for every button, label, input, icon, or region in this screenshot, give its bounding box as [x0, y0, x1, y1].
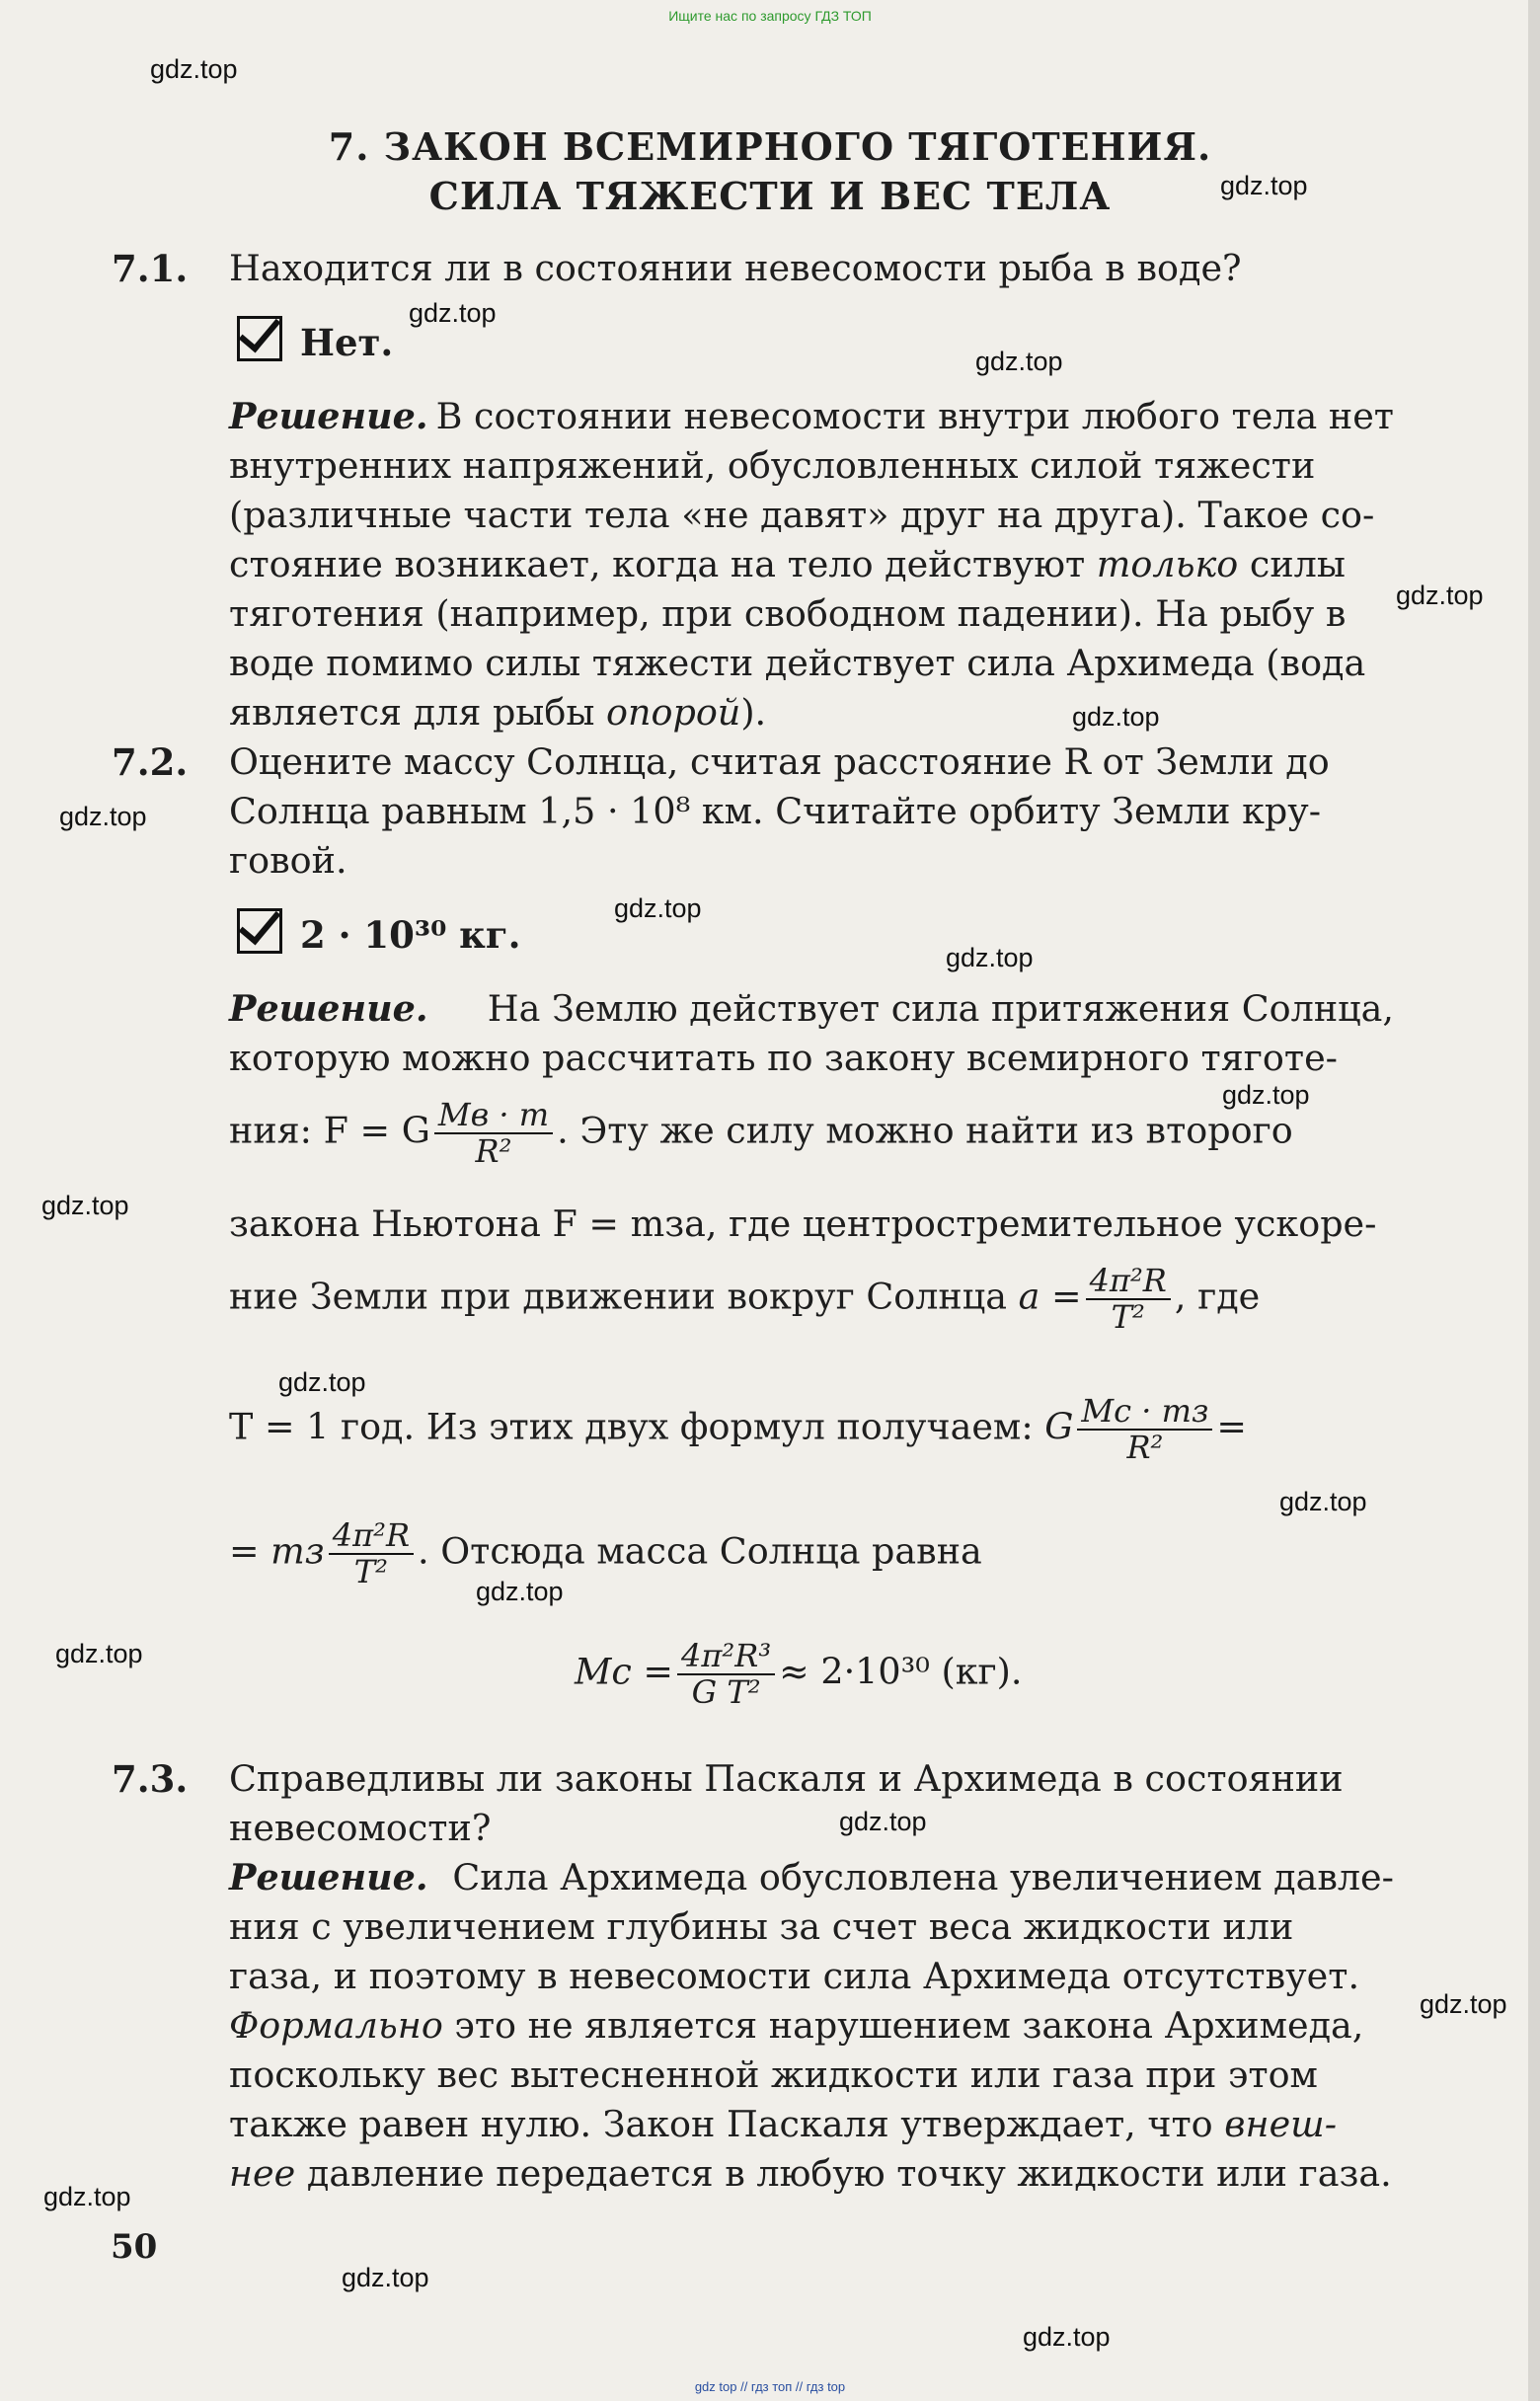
watermark: gdz.top [1220, 171, 1308, 200]
solution-7-2-result: Mс = $\frac{\text{4π²R³}}{\text{G T²}}$ ≈ 2·10³⁰ (кг). [575, 1637, 1023, 1712]
watermark: gdz.top [1222, 1080, 1310, 1110]
watermark: gdz.top [150, 54, 238, 84]
question-7-1: Находится ли в состоянии невесомости рыба в воде? [229, 247, 1242, 289]
watermark: gdz.top [476, 1577, 564, 1606]
page-edge-shadow [1528, 0, 1540, 2401]
question-7-2-line2: Солнца равным 1,5 · 10⁸ км. Считайте орбиту Земли кру- [229, 790, 1322, 832]
watermark: gdz.top [409, 298, 497, 328]
watermark: gdz.top [946, 943, 1034, 972]
solution-7-1-line1: Решение. В состоянии невесомости внутри любого тела нет [229, 395, 1394, 437]
watermark: gdz.top [1072, 702, 1160, 732]
solution-7-3-line3: газа, и поэтому в невесомости сила Архимеда отсутствует. [229, 1955, 1360, 1997]
formula-centripetal: $\frac{\text{4π²R}}{\text{T²}}$ [1086, 1264, 1171, 1335]
watermark: gdz.top [43, 2182, 131, 2211]
solution-7-1-line4: стояние возникает, когда на тело действуют только силы [229, 543, 1346, 585]
solution-7-2-line5: ние Земли при движении вокруг Солнца a = $\frac{\text{4π²R}}{\text{T²}}$ , где [229, 1262, 1261, 1337]
answer-7-1: Нет. [237, 316, 393, 364]
formula-sun-mass: $\frac{\text{4π²R³}}{\text{G T²}}$ [677, 1639, 775, 1710]
solution-7-3-line7: нее давление передается в любую точку жидкости или газа. [229, 2152, 1392, 2195]
watermark: gdz.top [59, 802, 147, 831]
question-7-3-line2: невесомости? [229, 1807, 492, 1849]
solution-7-1-line7: является для рыбы опорой). [229, 691, 767, 734]
top-banner: Ищите нас по запросу ГДЗ ТОП [668, 8, 872, 24]
watermark: gdz.top [614, 893, 702, 923]
solution-7-2-line4: закона Ньютона F = mзa, где центростремительное ускоре- [229, 1202, 1377, 1245]
formula-combined: $\frac{Mс \cdot mз}{\text{R²}}$ [1077, 1394, 1212, 1465]
question-7-2-line1: Оцените массу Солнца, считая расстояние R от Земли до [229, 740, 1330, 783]
problem-number-7-1: 7.1. [112, 247, 189, 290]
solution-7-2-line1: Решение. На Землю действует сила притяжения Солнца, [229, 987, 1394, 1030]
solution-7-3-line6: также равен нулю. Закон Паскаля утверждает, что внеш- [229, 2103, 1338, 2145]
watermark: gdz.top [41, 1191, 129, 1220]
bottom-banner: gdz top // гдз топ // гдз top [694, 2379, 846, 2394]
watermark: gdz.top [278, 1367, 366, 1397]
solution-7-3-line1: Решение. Сила Архимеда обусловлена увеличением давле- [229, 1856, 1394, 1898]
question-7-3-line1: Справедливы ли законы Паскаля и Архимеда в состоянии [229, 1757, 1344, 1800]
problem-number-7-2: 7.2. [112, 740, 189, 784]
page-number: 50 [111, 2227, 158, 2267]
chapter-title-line2: СИЛА ТЯЖЕСТИ И ВЕС ТЕЛА [428, 174, 1112, 218]
answer-7-2: 2 · 10³⁰ кг. [237, 908, 520, 957]
watermark: gdz.top [1023, 2322, 1111, 2352]
solution-7-2-line7: = mз $\frac{\text{4π²R}}{\text{T²}}$ . Отсюда масса Солнца равна [229, 1516, 982, 1591]
solution-7-1-line3: (различные части тела «не давят» друг на друга). Такое со- [229, 494, 1375, 536]
watermark: gdz.top [342, 2263, 429, 2292]
solution-7-1-line5: тяготения (например, при свободном падении). На рыбу в [229, 592, 1347, 635]
chapter-title-line1: 7. ЗАКОН ВСЕМИРНОГО ТЯГОТЕНИЯ. [328, 124, 1212, 169]
problem-number-7-3: 7.3. [112, 1757, 189, 1801]
solution-7-3-line2: ния с увеличением глубины за счет веса жидкости или [229, 1905, 1294, 1948]
watermark: gdz.top [1420, 1989, 1507, 2019]
solution-7-3-line5: поскольку вес вытесненной жидкости или газа при этом [229, 2053, 1318, 2096]
solution-7-1-line6: воде помимо силы тяжести действует сила Архимеда (вода [229, 642, 1366, 684]
solution-7-3-line4: Формально это не является нарушением закона Архимеда, [229, 2004, 1364, 2047]
checkbox-icon [237, 316, 282, 361]
watermark: gdz.top [1396, 581, 1484, 610]
watermark: gdz.top [975, 347, 1063, 376]
watermark: gdz.top [1279, 1487, 1367, 1516]
solution-7-1-line2: внутренних напряжений, обусловленных силой тяжести [229, 444, 1316, 487]
question-7-2-line3: говой. [229, 839, 347, 882]
solution-7-2-line2: которую можно рассчитать по закону всемирного тяготе- [229, 1037, 1338, 1079]
checkbox-icon [237, 908, 282, 954]
solution-7-2-line3: ния: F = G $\frac{Mв \cdot m}{\text{R²}}$ . Эту же силу можно найти из второго [229, 1096, 1293, 1171]
formula-gravity: $\frac{Mв \cdot m}{\text{R²}}$ [434, 1098, 553, 1169]
solution-7-2-line6: T = 1 год. Из этих двух формул получаем: G $\frac{Mс \cdot mз}{\text{R²}}$ = [229, 1392, 1247, 1467]
watermark: gdz.top [839, 1807, 927, 1836]
formula-acceleration: $\frac{\text{4π²R}}{\text{T²}}$ [329, 1518, 414, 1589]
watermark: gdz.top [55, 1639, 143, 1668]
